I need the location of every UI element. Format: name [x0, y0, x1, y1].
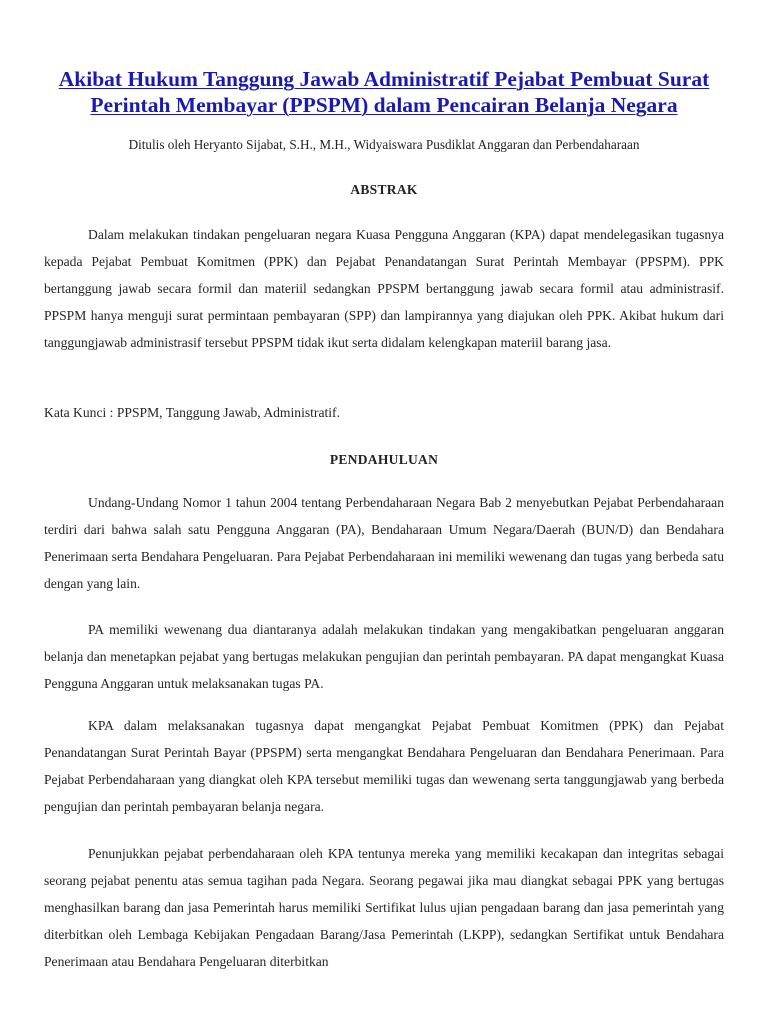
- document-title-link[interactable]: Akibat Hukum Tanggung Jawab Administratif Pejabat Pembuat Surat Perintah Membayar (PPSPM) dalam Pencairan Belanja Negara: [58, 67, 710, 117]
- intro-paragraph-3: KPA dalam melaksanakan tugasnya dapat mengangkat Pejabat Pembuat Komitmen (PPK) dan Pejabat Penandatangan Surat Perintah Bayar (PPSPM) serta mengangkat Bendahara Pengeluaran dan Bendahara Penerimaan. Para Pejabat Perbendaharaan yang diangkat oleh KPA tersebut memiliki tugas dan wewenang serta tanggungjawab yang berbeda pengujian dan perintah pembayaran belanja negara.: [44, 718, 724, 814]
- author-line: Ditulis oleh Heryanto Sijabat, S.H., M.H., Widyaiswara Pusdiklat Anggaran dan Perbendaharaan: [128, 137, 640, 152]
- abstract-paragraph: Dalam melakukan tindakan pengeluaran negara Kuasa Pengguna Anggaran (KPA) dapat mendelegasikan tugasnya kepada Pejabat Pembuat Komitmen (PPK) dan Pejabat Penandatangan Surat Perintah Membayar (PPSPM). PPK bertanggung jawab secara formil dan materiil sedangkan PPSPM bertanggung jawab secara formil atau administrasif. PPSPM hanya menguji surat permintaan pembayaran (SPP) dan lampirannya yang diajukan oleh PPK. Akibat hukum dari tanggungjawab administrasif tersebut PPSPM tidak ikut serta didalam kelengkapan materiil barang jasa.: [44, 227, 724, 350]
- intro-paragraph-2: PA memiliki wewenang dua diantaranya adalah melakukan tindakan yang mengakibatkan pengeluaran anggaran belanja dan menetapkan pejabat yang bertugas melakukan pengujian dan perintah pembayaran. PA dapat mengangkat Kuasa Pengguna Anggaran untuk melaksanakan tugas PA.: [44, 622, 724, 691]
- intro-paragraph-4: Penunjukkan pejabat perbendaharaan oleh KPA tentunya mereka yang memiliki kecakapan dan integritas sebagai seorang pejabat penentu atas semua tagihan pada Negara. Seorang pegawai jika mau diangkat sebagai PPK yang bertugas menghasilkan barang dan jasa Pemerintah harus memiliki Sertifikat lulus ujian pengadaan barang dan jasa pemerintah yang diterbitkan oleh Lembaga Kebijakan Pengadaan Barang/Jasa Pemerintah (LKPP), sedangkan Sertifikat untuk Bendahara Penerimaan atau Bendahara Pengeluaran diterbitkan: [44, 846, 724, 969]
- intro-paragraph-1: Undang-Undang Nomor 1 tahun 2004 tentang Perbendaharaan Negara Bab 2 menyebutkan Pejabat Perbendaharaan terdiri dari bahwa salah satu Pengguna Anggaran (PA), Bendaharaan Umum Negara/Daerah (BUN/D) dan Bendahara Penerimaan serta Bendahara Pengeluaran. Para Pejabat Perbendaharaan ini memiliki wewenang dan tugas yang berbeda satu dengan yang lain.: [44, 495, 724, 591]
- abstract-heading: ABSTRAK: [350, 182, 418, 197]
- keywords-line: Kata Kunci : PPSPM, Tanggung Jawab, Administratif.: [44, 405, 340, 420]
- introduction-heading: PENDAHULUAN: [329, 452, 439, 467]
